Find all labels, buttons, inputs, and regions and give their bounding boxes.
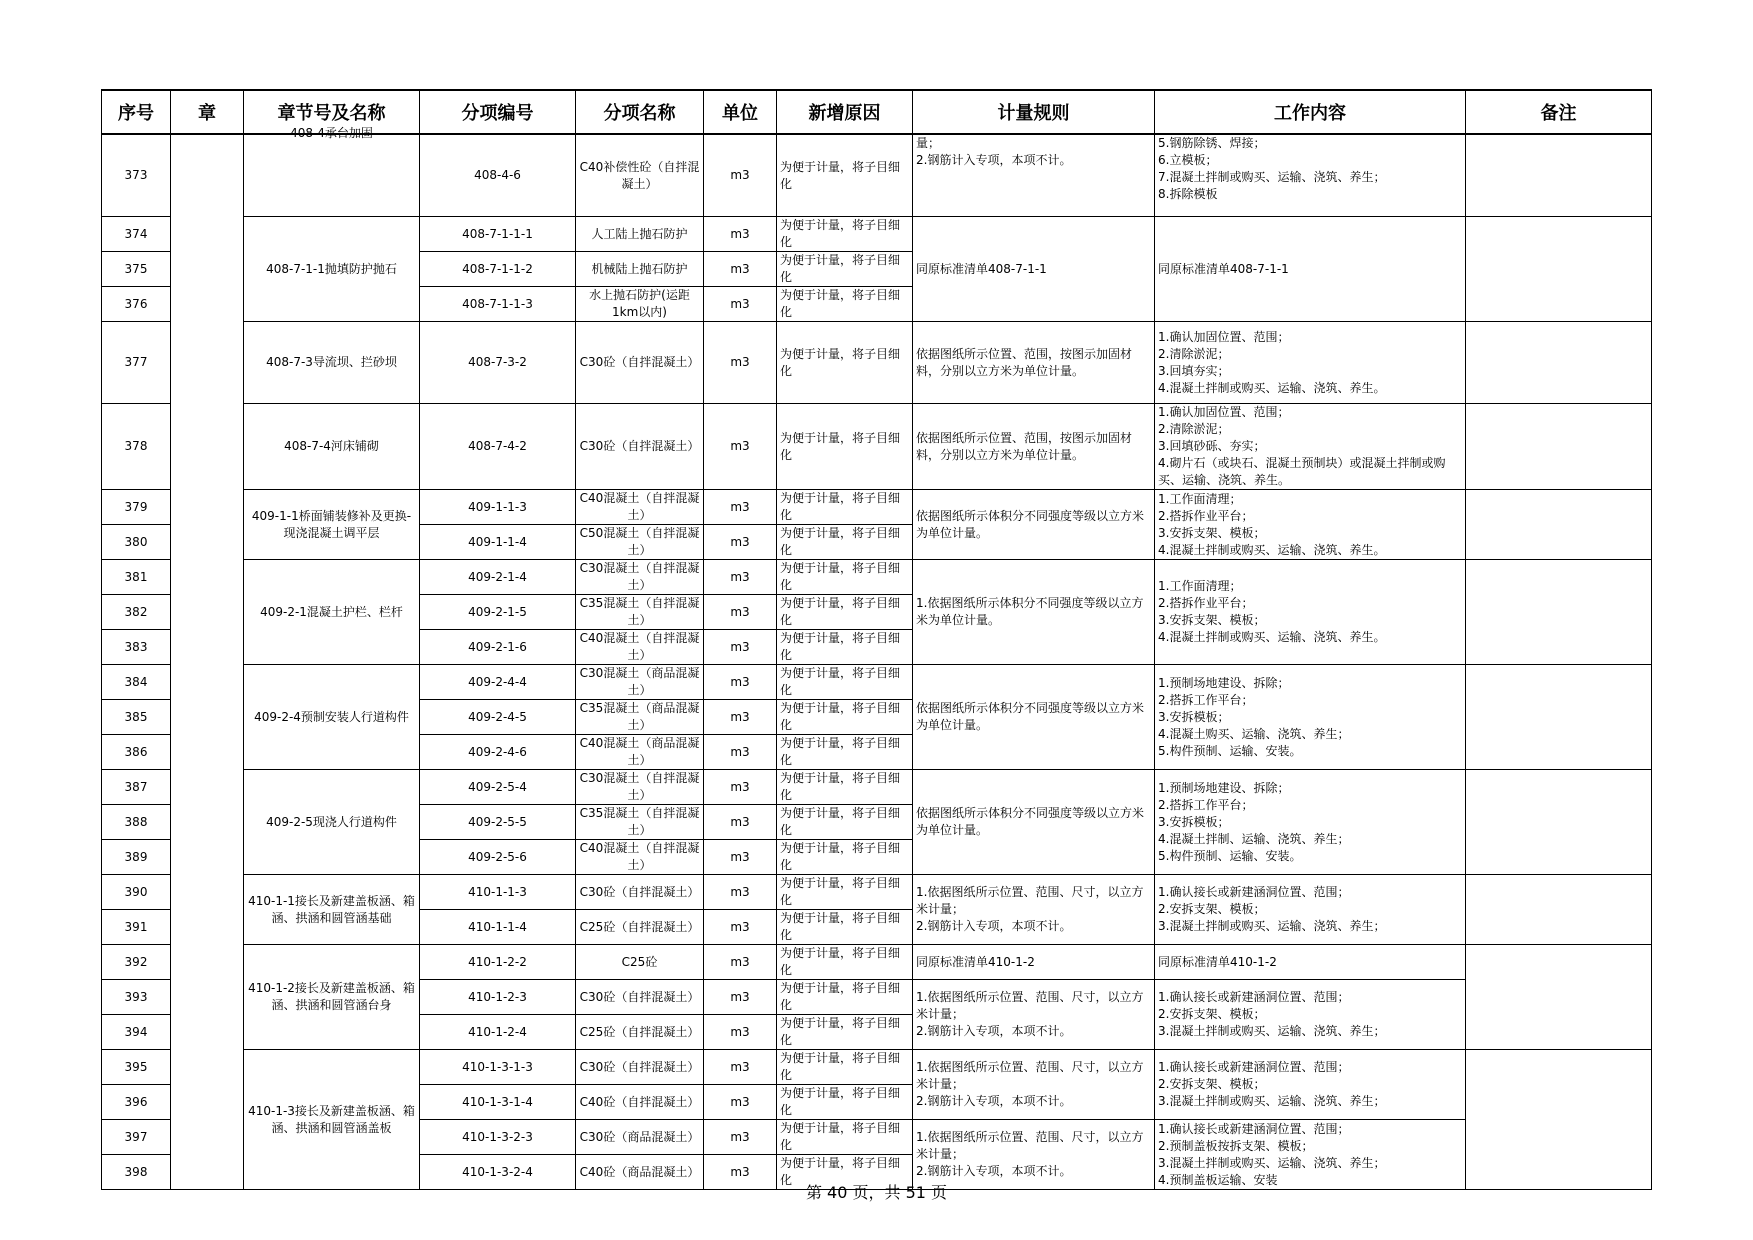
item-reason: 为便于计量，将子目细化 <box>777 1050 913 1085</box>
item-name: C35混凝土（自拌混凝土） <box>576 805 704 840</box>
item-reason: 为便于计量，将子目细化 <box>777 404 913 490</box>
row-no: 381 <box>102 560 171 595</box>
item-code: 409-1-1-3 <box>420 490 576 525</box>
section-cell: 410-1-2接长及新建盖板涵、箱涵、拱涵和圆管涵台身 <box>244 945 420 1050</box>
work-cell: 同原标准清单408-7-1-1 <box>1155 217 1466 322</box>
item-code: 409-2-4-4 <box>420 665 576 700</box>
item-reason: 为便于计量，将子目细化 <box>777 840 913 875</box>
item-unit: m3 <box>704 910 777 945</box>
row-no: 382 <box>102 595 171 630</box>
item-name: C25砼 <box>576 945 704 980</box>
remark-cell <box>1466 1050 1652 1190</box>
item-reason: 为便于计量，将子目细化 <box>777 770 913 805</box>
row-no: 397 <box>102 1120 171 1155</box>
item-unit: m3 <box>704 595 777 630</box>
item-reason: 为便于计量，将子目细化 <box>777 1085 913 1120</box>
item-code: 408-4-6 <box>420 134 576 217</box>
item-reason: 为便于计量，将子目细化 <box>777 735 913 770</box>
item-code: 408-7-1-1-2 <box>420 252 576 287</box>
work-cell: 1.确认加固位置、范围； 2.清除淤泥； 3.回填夯实； 4.混凝土拌制或购买、运输、浇筑、养生。 <box>1155 322 1466 404</box>
row-no: 386 <box>102 735 171 770</box>
item-unit: m3 <box>704 1155 777 1190</box>
section-cell: 408-7-3导流坝、拦砂坝 <box>244 322 420 404</box>
work-cell: 1.确认接长或新建涵洞位置、范围； 2.安拆支架、模板； 3.混凝土拌制或购买、运输、浇筑、养生； <box>1155 980 1466 1050</box>
item-name: 机械陆上抛石防护 <box>576 252 704 287</box>
item-unit: m3 <box>704 875 777 910</box>
work-cell: 1.预制场地建设、拆除； 2.搭拆工作平台； 3.安拆模板； 4.混凝土购买、运输、浇筑、养生； 5.构件预制、运输、安装。 <box>1155 665 1466 770</box>
header-name: 分项名称 <box>576 90 704 134</box>
row-no: 376 <box>102 287 171 322</box>
rule-cell: 依据图纸所示体积分不同强度等级以立方米为单位计量。 <box>913 770 1155 875</box>
item-name: C40混凝土（自拌混凝土） <box>576 490 704 525</box>
item-name: C30混凝土（自拌混凝土） <box>576 560 704 595</box>
remark-cell <box>1466 560 1652 665</box>
item-code: 409-2-5-4 <box>420 770 576 805</box>
item-name: C40砼（商品混凝土） <box>576 1155 704 1190</box>
item-name: C40砼（自拌混凝土） <box>576 1085 704 1120</box>
work-cell: 1.确认加固位置、范围； 2.清除淤泥； 3.回填砂砾、夯实； 4.砌片石（或块石、混凝土预制块）或混凝土拌制或购买、运输、浇筑、养生。 <box>1155 404 1466 490</box>
row-no: 378 <box>102 404 171 490</box>
work-cell: 5.钢筋除锈、焊接； 6.立模板； 7.混凝土拌制或购买、运输、浇筑、养生； 8.拆除模板 <box>1155 134 1466 217</box>
item-name: C30砼（自拌混凝土） <box>576 875 704 910</box>
item-code: 408-7-1-1-3 <box>420 287 576 322</box>
header-section: 章节号及名称 <box>244 90 420 134</box>
rule-cell: 1.依据图纸所示体积分不同强度等级以立方米为单位计量。 <box>913 560 1155 665</box>
header-work: 工作内容 <box>1155 90 1466 134</box>
rule-cell: 同原标准清单408-7-1-1 <box>913 217 1155 322</box>
item-reason: 为便于计量，将子目细化 <box>777 1015 913 1050</box>
table-row <box>102 134 1652 217</box>
item-code: 410-1-3-1-4 <box>420 1085 576 1120</box>
item-unit: m3 <box>704 1120 777 1155</box>
rule-cell: 1.依据图纸所示位置、范围、尺寸，以立方米计量； 2.钢筋计入专项，本项不计。 <box>913 1050 1155 1120</box>
work-cell: 1.预制场地建设、拆除； 2.搭拆工作平台； 3.安拆模板； 4.混凝土拌制、运输、浇筑、养生； 5.构件预制、运输、安装。 <box>1155 770 1466 875</box>
item-unit: m3 <box>704 217 777 252</box>
item-unit: m3 <box>704 287 777 322</box>
item-code: 409-2-1-5 <box>420 595 576 630</box>
remark-cell <box>1466 770 1652 875</box>
table-row <box>102 560 1652 595</box>
row-no: 396 <box>102 1085 171 1120</box>
row-no: 393 <box>102 980 171 1015</box>
item-name: C30砼（自拌混凝土） <box>576 980 704 1015</box>
row-no: 394 <box>102 1015 171 1050</box>
item-name: C35混凝土（自拌混凝土） <box>576 595 704 630</box>
row-no: 384 <box>102 665 171 700</box>
row-no: 373 <box>102 134 171 217</box>
header-code: 分项编号 <box>420 90 576 134</box>
item-reason: 为便于计量，将子目细化 <box>777 910 913 945</box>
item-name: 人工陆上抛石防护 <box>576 217 704 252</box>
rule-cell: 依据图纸所示体积分不同强度等级以立方米为单位计量。 <box>913 665 1155 770</box>
header-remark: 备注 <box>1466 90 1652 134</box>
chapter-cell <box>171 134 244 1190</box>
item-reason: 为便于计量，将子目细化 <box>777 595 913 630</box>
row-no: 380 <box>102 525 171 560</box>
row-no: 377 <box>102 322 171 404</box>
item-name: C40补偿性砼（自拌混凝土） <box>576 134 704 217</box>
item-unit: m3 <box>704 665 777 700</box>
item-unit: m3 <box>704 735 777 770</box>
work-cell: 1.确认接长或新建涵洞位置、范围； 2.预制盖板按拆支架、模板； 3.混凝土拌制或购买、运输、浇筑、养生； 4.预制盖板运输、安装 <box>1155 1120 1466 1190</box>
table-row <box>102 665 1652 700</box>
item-unit: m3 <box>704 805 777 840</box>
item-name: C40混凝土（自拌混凝土） <box>576 840 704 875</box>
row-no: 392 <box>102 945 171 980</box>
item-reason: 为便于计量，将子目细化 <box>777 945 913 980</box>
rule-cell: 依据图纸所示位置、范围，按图示加固材料，分别以立方米为单位计量。 <box>913 404 1155 490</box>
item-reason: 为便于计量，将子目细化 <box>777 217 913 252</box>
item-name: 水上抛石防护(运距1km以内) <box>576 287 704 322</box>
item-unit: m3 <box>704 1085 777 1120</box>
row-no: 375 <box>102 252 171 287</box>
item-reason: 为便于计量，将子目细化 <box>777 252 913 287</box>
remark-cell <box>1466 322 1652 404</box>
table-row <box>102 490 1652 525</box>
rule-cell: 同原标准清单410-1-2 <box>913 945 1155 980</box>
remark-cell <box>1466 134 1652 217</box>
item-unit: m3 <box>704 980 777 1015</box>
section-cell: 408-7-1-1抛填防护抛石 <box>244 217 420 322</box>
rule-cell: 1.依据图纸所示位置、范围、尺寸，以立方米计量； 2.钢筋计入专项，本项不计。 <box>913 980 1155 1050</box>
section-cell: 408-4承台加固 <box>244 134 420 217</box>
item-code: 409-2-1-6 <box>420 630 576 665</box>
item-unit: m3 <box>704 490 777 525</box>
row-no: 398 <box>102 1155 171 1190</box>
item-code: 410-1-2-2 <box>420 945 576 980</box>
item-name: C30砼（自拌混凝土） <box>576 404 704 490</box>
item-code: 408-7-4-2 <box>420 404 576 490</box>
item-code: 410-1-3-1-3 <box>420 1050 576 1085</box>
row-no: 395 <box>102 1050 171 1085</box>
remark-cell <box>1466 665 1652 770</box>
table-row <box>102 322 1652 404</box>
item-code: 408-7-1-1-1 <box>420 217 576 252</box>
section-cell: 409-2-4预制安装人行道构件 <box>244 665 420 770</box>
work-cell: 1.确认接长或新建涵洞位置、范围； 2.安拆支架、模板； 3.混凝土拌制或购买、运输、浇筑、养生； <box>1155 875 1466 945</box>
rule-cell: 量； 2.钢筋计入专项，本项不计。 <box>913 134 1155 217</box>
item-name: C25砼（自拌混凝土） <box>576 910 704 945</box>
work-cell: 同原标准清单410-1-2 <box>1155 945 1466 980</box>
item-unit: m3 <box>704 630 777 665</box>
row-no: 390 <box>102 875 171 910</box>
table-row <box>102 945 1652 980</box>
item-name: C30砼（商品混凝土） <box>576 1120 704 1155</box>
table-row <box>102 404 1652 490</box>
row-no: 379 <box>102 490 171 525</box>
item-code: 409-2-4-6 <box>420 735 576 770</box>
remark-cell <box>1466 875 1652 945</box>
item-code: 409-2-5-5 <box>420 805 576 840</box>
section-cell: 409-2-1混凝土护栏、栏杆 <box>244 560 420 665</box>
work-cell: 1.工作面清理； 2.搭拆作业平台； 3.安拆支架、模板； 4.混凝土拌制或购买、运输、浇筑、养生。 <box>1155 560 1466 665</box>
data-table <box>101 89 1652 1190</box>
header-unit: 单位 <box>704 90 777 134</box>
item-code: 409-2-1-4 <box>420 560 576 595</box>
table-row <box>102 770 1652 805</box>
item-name: C30混凝土（自拌混凝土） <box>576 770 704 805</box>
item-name: C50混凝土（自拌混凝土） <box>576 525 704 560</box>
item-unit: m3 <box>704 1015 777 1050</box>
item-reason: 为便于计量，将子目细化 <box>777 134 913 217</box>
item-name: C30砼（自拌混凝土） <box>576 322 704 404</box>
row-no: 387 <box>102 770 171 805</box>
item-unit: m3 <box>704 1050 777 1085</box>
item-reason: 为便于计量，将子目细化 <box>777 1120 913 1155</box>
item-code: 408-7-3-2 <box>420 322 576 404</box>
item-reason: 为便于计量，将子目细化 <box>777 665 913 700</box>
item-reason: 为便于计量，将子目细化 <box>777 1155 913 1190</box>
remark-cell <box>1466 945 1652 1050</box>
item-name: C25砼（自拌混凝土） <box>576 1015 704 1050</box>
remark-cell <box>1466 490 1652 560</box>
item-code: 410-1-3-2-3 <box>420 1120 576 1155</box>
header-rule: 计量规则 <box>913 90 1155 134</box>
row-no: 388 <box>102 805 171 840</box>
item-code: 410-1-3-2-4 <box>420 1155 576 1190</box>
item-unit: m3 <box>704 945 777 980</box>
work-cell: 1.确认接长或新建涵洞位置、范围； 2.安拆支架、模板； 3.混凝土拌制或购买、运输、浇筑、养生； <box>1155 1050 1466 1120</box>
item-code: 409-2-5-6 <box>420 840 576 875</box>
item-reason: 为便于计量，将子目细化 <box>777 875 913 910</box>
work-cell: 1.工作面清理； 2.搭拆作业平台； 3.安拆支架、模板； 4.混凝土拌制或购买、运输、浇筑、养生。 <box>1155 490 1466 560</box>
section-cell: 409-1-1桥面铺装修补及更换-现浇混凝土调平层 <box>244 490 420 560</box>
header-no: 序号 <box>102 90 171 134</box>
item-code: 410-1-1-3 <box>420 875 576 910</box>
remark-cell <box>1466 217 1652 322</box>
rule-cell: 依据图纸所示位置、范围，按图示加固材料，分别以立方米为单位计量。 <box>913 322 1155 404</box>
table-row <box>102 1050 1652 1085</box>
item-unit: m3 <box>704 560 777 595</box>
item-code: 410-1-2-4 <box>420 1015 576 1050</box>
item-reason: 为便于计量，将子目细化 <box>777 560 913 595</box>
item-reason: 为便于计量，将子目细化 <box>777 287 913 322</box>
table-row <box>102 875 1652 910</box>
item-unit: m3 <box>704 770 777 805</box>
row-no: 385 <box>102 700 171 735</box>
row-no: 383 <box>102 630 171 665</box>
item-code: 409-1-1-4 <box>420 525 576 560</box>
item-unit: m3 <box>704 840 777 875</box>
row-no: 374 <box>102 217 171 252</box>
item-unit: m3 <box>704 252 777 287</box>
page-number: 第 40 页，共 51 页 <box>805 1183 948 1202</box>
section-cell: 410-1-3接长及新建盖板涵、箱涵、拱涵和圆管涵盖板 <box>244 1050 420 1190</box>
section-cell: 409-2-5现浇人行道构件 <box>244 770 420 875</box>
section-cell: 410-1-1接长及新建盖板涵、箱涵、拱涵和圆管涵基础 <box>244 875 420 945</box>
item-name: C30混凝土（商品混凝土） <box>576 665 704 700</box>
item-reason: 为便于计量，将子目细化 <box>777 805 913 840</box>
header-chapter: 章 <box>171 90 244 134</box>
item-code: 409-2-4-5 <box>420 700 576 735</box>
item-reason: 为便于计量，将子目细化 <box>777 700 913 735</box>
header-reason: 新增原因 <box>777 90 913 134</box>
item-name: C35混凝土（商品混凝土） <box>576 700 704 735</box>
item-name: C40混凝土（商品混凝土） <box>576 735 704 770</box>
item-unit: m3 <box>704 322 777 404</box>
item-unit: m3 <box>704 404 777 490</box>
row-no: 389 <box>102 840 171 875</box>
item-code: 410-1-2-3 <box>420 980 576 1015</box>
item-name: C30砼（自拌混凝土） <box>576 1050 704 1085</box>
item-reason: 为便于计量，将子目细化 <box>777 490 913 525</box>
remark-cell <box>1466 404 1652 490</box>
item-code: 410-1-1-4 <box>420 910 576 945</box>
item-unit: m3 <box>704 525 777 560</box>
item-reason: 为便于计量，将子目细化 <box>777 322 913 404</box>
item-unit: m3 <box>704 700 777 735</box>
row-no: 391 <box>102 910 171 945</box>
rule-cell: 1.依据图纸所示位置、范围、尺寸，以立方米计量； 2.钢筋计入专项，本项不计。 <box>913 1120 1155 1190</box>
item-reason: 为便于计量，将子目细化 <box>777 630 913 665</box>
section-cell: 408-7-4河床铺砌 <box>244 404 420 490</box>
item-name: C40混凝土（自拌混凝土） <box>576 630 704 665</box>
rule-cell: 1.依据图纸所示位置、范围、尺寸，以立方米计量； 2.钢筋计入专项，本项不计。 <box>913 875 1155 945</box>
item-unit: m3 <box>704 134 777 217</box>
item-reason: 为便于计量，将子目细化 <box>777 525 913 560</box>
rule-cell: 依据图纸所示体积分不同强度等级以立方米为单位计量。 <box>913 490 1155 560</box>
item-reason: 为便于计量，将子目细化 <box>777 980 913 1015</box>
table-row <box>102 217 1652 252</box>
